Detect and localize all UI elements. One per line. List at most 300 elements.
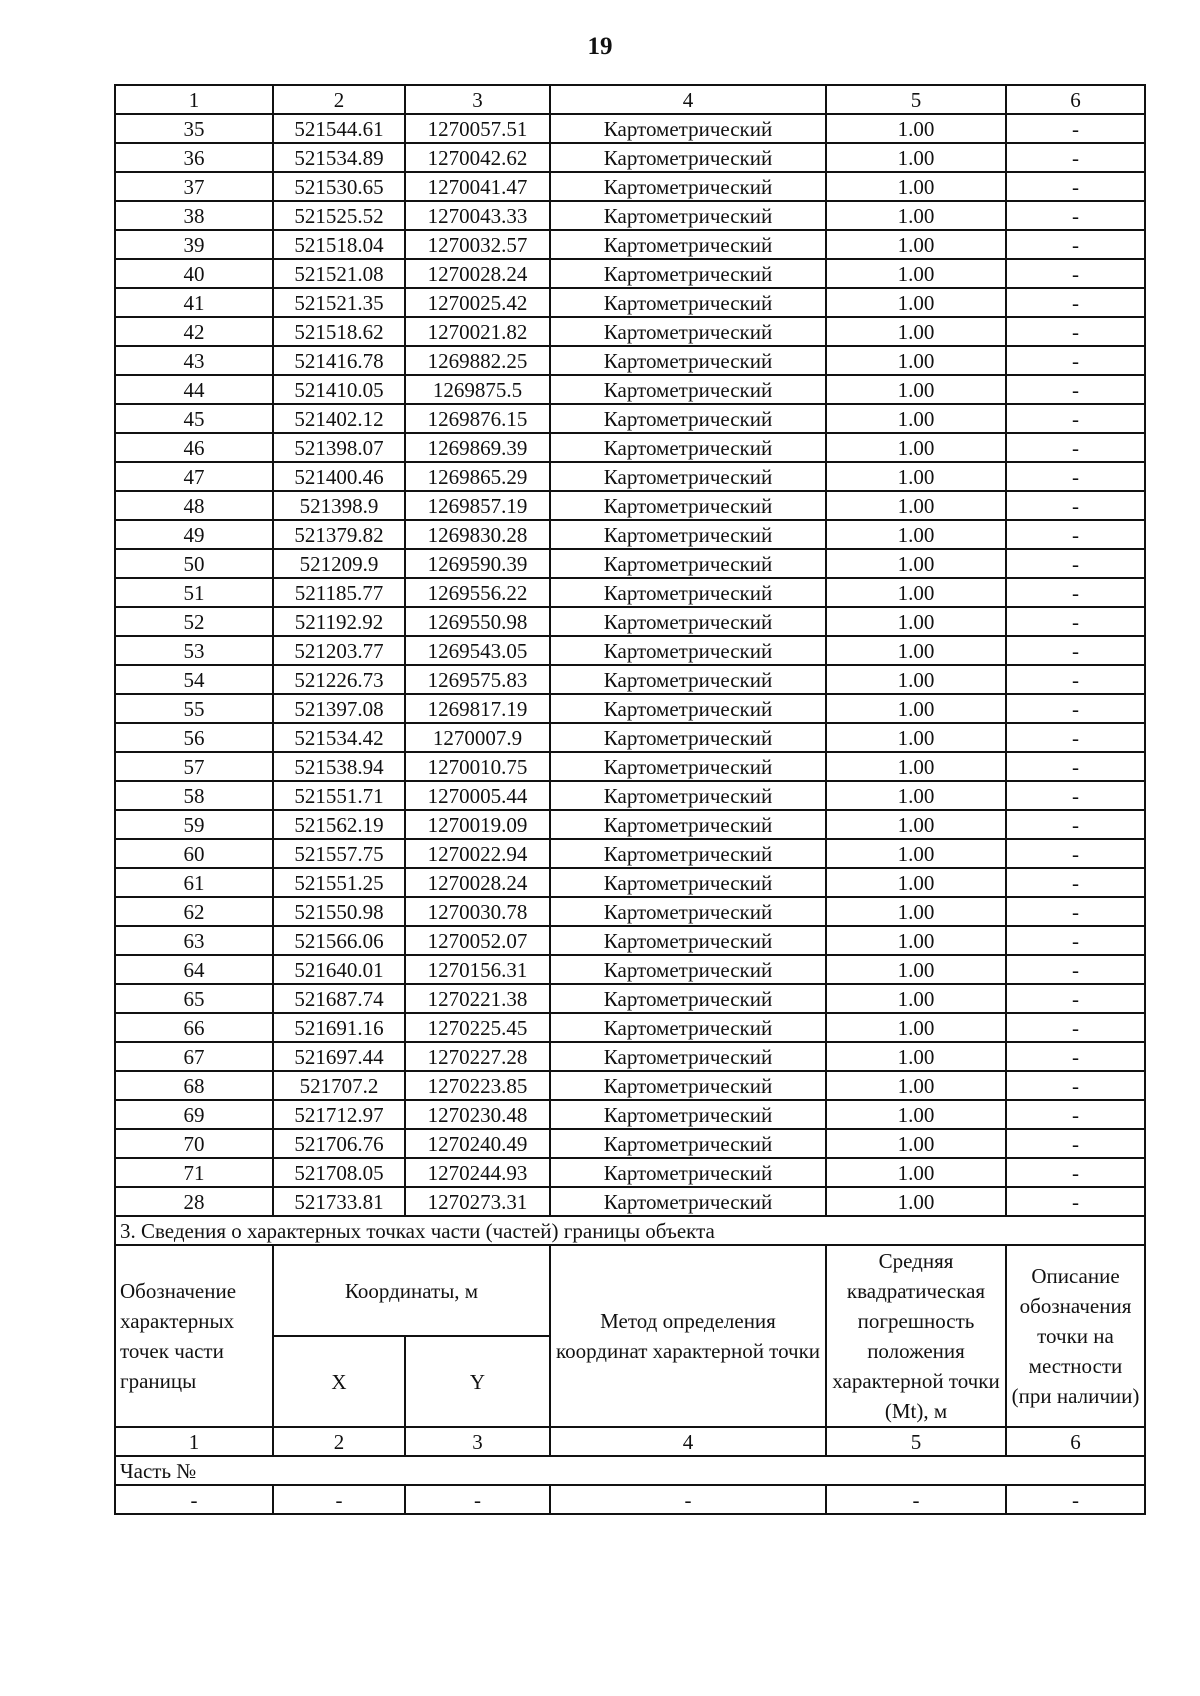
table-row bbox=[115, 1158, 1145, 1187]
description-cell: - bbox=[1006, 665, 1145, 694]
error-cell: 1.00 bbox=[826, 810, 1006, 839]
method-cell: Картометрический bbox=[550, 607, 826, 636]
point-number-cell: 37 bbox=[115, 172, 273, 201]
description-cell: - bbox=[1006, 810, 1145, 839]
error-cell: 1.00 bbox=[826, 1071, 1006, 1100]
error-cell: 1.00 bbox=[826, 172, 1006, 201]
table-row bbox=[115, 723, 1145, 752]
point-number-cell: 60 bbox=[115, 839, 273, 868]
table-row bbox=[115, 288, 1145, 317]
coordinates-header: Координаты, м bbox=[273, 1245, 550, 1336]
section-3-header-row bbox=[115, 1245, 1145, 1336]
y-coordinate-cell: 1269575.83 bbox=[405, 665, 550, 694]
x-coordinate-cell: 521562.19 bbox=[273, 810, 405, 839]
table-row bbox=[115, 462, 1145, 491]
col-number: 2 bbox=[273, 1427, 405, 1456]
x-coordinate-cell: 521410.05 bbox=[273, 375, 405, 404]
description-cell: - bbox=[1006, 607, 1145, 636]
col-number: 4 bbox=[550, 1427, 826, 1456]
method-cell: Картометрический bbox=[550, 1013, 826, 1042]
description-cell: - bbox=[1006, 172, 1145, 201]
table-row bbox=[115, 201, 1145, 230]
point-number-cell: 36 bbox=[115, 143, 273, 172]
error-cell: 1.00 bbox=[826, 462, 1006, 491]
description-cell: - bbox=[1006, 317, 1145, 346]
error-cell: 1.00 bbox=[826, 839, 1006, 868]
empty-cell: - bbox=[115, 1485, 273, 1514]
error-cell: 1.00 bbox=[826, 1013, 1006, 1042]
y-coordinate-cell: 1269865.29 bbox=[405, 462, 550, 491]
description-cell: - bbox=[1006, 375, 1145, 404]
description-cell: - bbox=[1006, 752, 1145, 781]
error-cell: 1.00 bbox=[826, 288, 1006, 317]
x-coordinate-cell: 521226.73 bbox=[273, 665, 405, 694]
description-cell: - bbox=[1006, 288, 1145, 317]
table-row bbox=[115, 1071, 1145, 1100]
error-cell: 1.00 bbox=[826, 897, 1006, 926]
x-coordinate-cell: 521534.89 bbox=[273, 143, 405, 172]
x-coordinate-cell: 521518.04 bbox=[273, 230, 405, 259]
method-cell: Картометрический bbox=[550, 114, 826, 143]
error-cell: 1.00 bbox=[826, 665, 1006, 694]
table-row bbox=[115, 897, 1145, 926]
point-number-cell: 71 bbox=[115, 1158, 273, 1187]
point-number-cell: 57 bbox=[115, 752, 273, 781]
x-coordinate-cell: 521416.78 bbox=[273, 346, 405, 375]
description-cell: - bbox=[1006, 259, 1145, 288]
empty-cell: - bbox=[405, 1485, 550, 1514]
empty-cell: - bbox=[1006, 1485, 1145, 1514]
y-coordinate-cell: 1270156.31 bbox=[405, 955, 550, 984]
description-cell: - bbox=[1006, 230, 1145, 259]
point-number-cell: 63 bbox=[115, 926, 273, 955]
point-number-cell: 61 bbox=[115, 868, 273, 897]
method-cell: Картометрический bbox=[550, 810, 826, 839]
error-cell: 1.00 bbox=[826, 230, 1006, 259]
description-cell: - bbox=[1006, 491, 1145, 520]
col-number: 1 bbox=[115, 85, 273, 114]
y-coordinate-cell: 1270021.82 bbox=[405, 317, 550, 346]
x-coordinate-cell: 521398.9 bbox=[273, 491, 405, 520]
y-coordinate-cell: 1269590.39 bbox=[405, 549, 550, 578]
description-cell: - bbox=[1006, 1042, 1145, 1071]
x-coordinate-cell: 521707.2 bbox=[273, 1071, 405, 1100]
error-cell: 1.00 bbox=[826, 578, 1006, 607]
point-number-cell: 59 bbox=[115, 810, 273, 839]
point-number-cell: 40 bbox=[115, 259, 273, 288]
x-coordinate-cell: 521379.82 bbox=[273, 520, 405, 549]
y-coordinate-cell: 1270223.85 bbox=[405, 1071, 550, 1100]
point-number-cell: 49 bbox=[115, 520, 273, 549]
col-number: 1 bbox=[115, 1427, 273, 1456]
part-label: Часть № bbox=[115, 1456, 1145, 1485]
x-coordinate-cell: 521551.25 bbox=[273, 868, 405, 897]
col-number: 2 bbox=[273, 85, 405, 114]
method-cell: Картометрический bbox=[550, 1158, 826, 1187]
description-cell: - bbox=[1006, 984, 1145, 1013]
part-label-row bbox=[115, 1456, 1145, 1485]
method-cell: Картометрический bbox=[550, 1042, 826, 1071]
error-cell: 1.00 bbox=[826, 201, 1006, 230]
table-row bbox=[115, 810, 1145, 839]
method-cell: Картометрический bbox=[550, 404, 826, 433]
col-number: 5 bbox=[826, 1427, 1006, 1456]
table-row bbox=[115, 1042, 1145, 1071]
method-cell: Картометрический bbox=[550, 1100, 826, 1129]
x-coordinate-cell: 521557.75 bbox=[273, 839, 405, 868]
y-coordinate-cell: 1270057.51 bbox=[405, 114, 550, 143]
col-number: 3 bbox=[405, 1427, 550, 1456]
y-coordinate-cell: 1270042.62 bbox=[405, 143, 550, 172]
description-cell: - bbox=[1006, 897, 1145, 926]
designation-line: границы bbox=[120, 1369, 197, 1393]
error-cell: 1.00 bbox=[826, 143, 1006, 172]
x-coordinate-cell: 521521.35 bbox=[273, 288, 405, 317]
x-coordinate-cell: 521402.12 bbox=[273, 404, 405, 433]
error-cell: 1.00 bbox=[826, 781, 1006, 810]
description-cell: - bbox=[1006, 926, 1145, 955]
method-cell: Картометрический bbox=[550, 955, 826, 984]
method-cell: Картометрический bbox=[550, 1071, 826, 1100]
method-cell: Картометрический bbox=[550, 143, 826, 172]
method-cell: Картометрический bbox=[550, 520, 826, 549]
table-row bbox=[115, 259, 1145, 288]
section-3-column-number-row bbox=[115, 1427, 1145, 1456]
table-row bbox=[115, 375, 1145, 404]
section-3-title-row bbox=[115, 1216, 1145, 1245]
y-coordinate-cell: 1270022.94 bbox=[405, 839, 550, 868]
table-row bbox=[115, 346, 1145, 375]
point-number-cell: 55 bbox=[115, 694, 273, 723]
description-cell: - bbox=[1006, 1013, 1145, 1042]
point-number-cell: 41 bbox=[115, 288, 273, 317]
point-number-cell: 43 bbox=[115, 346, 273, 375]
x-coordinate-cell: 521697.44 bbox=[273, 1042, 405, 1071]
error-cell: 1.00 bbox=[826, 984, 1006, 1013]
error-cell: 1.00 bbox=[826, 259, 1006, 288]
description-header: Описание обозначения точки на местности (при наличии) bbox=[1006, 1245, 1145, 1427]
y-coordinate-cell: 1270230.48 bbox=[405, 1100, 550, 1129]
x-coordinate-cell: 521544.61 bbox=[273, 114, 405, 143]
y-coordinate-cell: 1269882.25 bbox=[405, 346, 550, 375]
y-coordinate-cell: 1270221.38 bbox=[405, 984, 550, 1013]
y-coordinate-cell: 1270030.78 bbox=[405, 897, 550, 926]
x-coordinate-cell: 521691.16 bbox=[273, 1013, 405, 1042]
method-cell: Картометрический bbox=[550, 288, 826, 317]
table-row bbox=[115, 752, 1145, 781]
table-row bbox=[115, 491, 1145, 520]
description-cell: - bbox=[1006, 636, 1145, 665]
point-number-cell: 48 bbox=[115, 491, 273, 520]
point-number-cell: 45 bbox=[115, 404, 273, 433]
description-cell: - bbox=[1006, 955, 1145, 984]
table-row bbox=[115, 172, 1145, 201]
y-coordinate-cell: 1269869.39 bbox=[405, 433, 550, 462]
method-cell: Картометрический bbox=[550, 491, 826, 520]
description-cell: - bbox=[1006, 1100, 1145, 1129]
method-cell: Картометрический bbox=[550, 665, 826, 694]
x-coordinate-cell: 521712.97 bbox=[273, 1100, 405, 1129]
y-coordinate-cell: 1270025.42 bbox=[405, 288, 550, 317]
y-coordinate-cell: 1270240.49 bbox=[405, 1129, 550, 1158]
y-coordinate-cell: 1269550.98 bbox=[405, 607, 550, 636]
y-coordinate-cell: 1270043.33 bbox=[405, 201, 550, 230]
description-cell: - bbox=[1006, 346, 1145, 375]
point-number-cell: 62 bbox=[115, 897, 273, 926]
y-coordinate-cell: 1269857.19 bbox=[405, 491, 550, 520]
description-cell: - bbox=[1006, 839, 1145, 868]
x-coordinate-cell: 521521.08 bbox=[273, 259, 405, 288]
method-cell: Картометрический bbox=[550, 201, 826, 230]
empty-part-row bbox=[115, 1485, 1145, 1514]
method-cell: Картометрический bbox=[550, 578, 826, 607]
table-row bbox=[115, 607, 1145, 636]
description-cell: - bbox=[1006, 433, 1145, 462]
designation-line: точек части bbox=[120, 1339, 224, 1363]
error-cell: 1.00 bbox=[826, 694, 1006, 723]
description-cell: - bbox=[1006, 578, 1145, 607]
method-cell: Картометрический bbox=[550, 462, 826, 491]
error-cell: 1.00 bbox=[826, 752, 1006, 781]
table-row bbox=[115, 868, 1145, 897]
description-cell: - bbox=[1006, 520, 1145, 549]
y-coordinate-cell: 1270225.45 bbox=[405, 1013, 550, 1042]
designation-line: характерных bbox=[120, 1309, 235, 1333]
method-cell: Картометрический bbox=[550, 549, 826, 578]
point-number-cell: 67 bbox=[115, 1042, 273, 1071]
point-number-cell: 65 bbox=[115, 984, 273, 1013]
point-number-cell: 68 bbox=[115, 1071, 273, 1100]
x-coordinate-cell: 521706.76 bbox=[273, 1129, 405, 1158]
column-number-row bbox=[115, 85, 1145, 114]
error-cell: 1.00 bbox=[826, 1187, 1006, 1216]
x-coordinate-cell: 521203.77 bbox=[273, 636, 405, 665]
x-coordinate-cell: 521530.65 bbox=[273, 172, 405, 201]
error-cell: 1.00 bbox=[826, 955, 1006, 984]
col-number: 6 bbox=[1006, 85, 1145, 114]
empty-cell: - bbox=[550, 1485, 826, 1514]
point-number-cell: 69 bbox=[115, 1100, 273, 1129]
table-row bbox=[115, 1013, 1145, 1042]
x-coordinate-cell: 521687.74 bbox=[273, 984, 405, 1013]
table-row bbox=[115, 636, 1145, 665]
description-cell: - bbox=[1006, 723, 1145, 752]
col-number: 5 bbox=[826, 85, 1006, 114]
y-coordinate-cell: 1269830.28 bbox=[405, 520, 550, 549]
error-cell: 1.00 bbox=[826, 868, 1006, 897]
point-number-cell: 56 bbox=[115, 723, 273, 752]
y-coordinate-cell: 1270052.07 bbox=[405, 926, 550, 955]
point-number-cell: 52 bbox=[115, 607, 273, 636]
error-cell: 1.00 bbox=[826, 491, 1006, 520]
y-header: Y bbox=[405, 1336, 550, 1427]
method-cell: Картометрический bbox=[550, 694, 826, 723]
error-cell: 1.00 bbox=[826, 520, 1006, 549]
point-number-cell: 54 bbox=[115, 665, 273, 694]
table-row bbox=[115, 230, 1145, 259]
description-cell: - bbox=[1006, 694, 1145, 723]
boundary-points-table bbox=[114, 84, 1146, 1515]
x-coordinate-cell: 521400.46 bbox=[273, 462, 405, 491]
y-coordinate-cell: 1270041.47 bbox=[405, 172, 550, 201]
error-cell: 1.00 bbox=[826, 317, 1006, 346]
x-coordinate-cell: 521551.71 bbox=[273, 781, 405, 810]
error-cell: 1.00 bbox=[826, 607, 1006, 636]
y-coordinate-cell: 1269876.15 bbox=[405, 404, 550, 433]
table-row bbox=[115, 404, 1145, 433]
error-header: Средняя квадратическая погрешность положения характерной точки (Mt), м bbox=[826, 1245, 1006, 1427]
method-cell: Картометрический bbox=[550, 172, 826, 201]
method-cell: Картометрический bbox=[550, 259, 826, 288]
error-cell: 1.00 bbox=[826, 114, 1006, 143]
x-coordinate-cell: 521185.77 bbox=[273, 578, 405, 607]
x-coordinate-cell: 521550.98 bbox=[273, 897, 405, 926]
section-3-title: 3. Сведения о характерных точках части (частей) границы объекта bbox=[115, 1216, 1145, 1245]
table-row bbox=[115, 1100, 1145, 1129]
x-header: X bbox=[273, 1336, 405, 1427]
y-coordinate-cell: 1270028.24 bbox=[405, 868, 550, 897]
y-coordinate-cell: 1269543.05 bbox=[405, 636, 550, 665]
point-number-cell: 50 bbox=[115, 549, 273, 578]
method-cell: Картометрический bbox=[550, 317, 826, 346]
error-cell: 1.00 bbox=[826, 549, 1006, 578]
x-coordinate-cell: 521209.9 bbox=[273, 549, 405, 578]
description-cell: - bbox=[1006, 1187, 1145, 1216]
x-coordinate-cell: 521708.05 bbox=[273, 1158, 405, 1187]
y-coordinate-cell: 1270227.28 bbox=[405, 1042, 550, 1071]
error-cell: 1.00 bbox=[826, 375, 1006, 404]
description-cell: - bbox=[1006, 404, 1145, 433]
table-row bbox=[115, 984, 1145, 1013]
error-cell: 1.00 bbox=[826, 404, 1006, 433]
method-cell: Картометрический bbox=[550, 346, 826, 375]
y-coordinate-cell: 1269875.5 bbox=[405, 375, 550, 404]
y-coordinate-cell: 1270007.9 bbox=[405, 723, 550, 752]
error-cell: 1.00 bbox=[826, 926, 1006, 955]
method-cell: Картометрический bbox=[550, 230, 826, 259]
description-cell: - bbox=[1006, 1158, 1145, 1187]
x-coordinate-cell: 521534.42 bbox=[273, 723, 405, 752]
table-row bbox=[115, 839, 1145, 868]
method-cell: Картометрический bbox=[550, 984, 826, 1013]
point-number-cell: 28 bbox=[115, 1187, 273, 1216]
error-cell: 1.00 bbox=[826, 1158, 1006, 1187]
designation-line: Обозначение bbox=[120, 1279, 237, 1303]
point-number-cell: 35 bbox=[115, 114, 273, 143]
y-coordinate-cell: 1269817.19 bbox=[405, 694, 550, 723]
table-row bbox=[115, 955, 1145, 984]
method-cell: Картометрический bbox=[550, 636, 826, 665]
y-coordinate-cell: 1270019.09 bbox=[405, 810, 550, 839]
point-number-cell: 64 bbox=[115, 955, 273, 984]
x-coordinate-cell: 521538.94 bbox=[273, 752, 405, 781]
method-cell: Картометрический bbox=[550, 868, 826, 897]
point-number-cell: 44 bbox=[115, 375, 273, 404]
x-coordinate-cell: 521640.01 bbox=[273, 955, 405, 984]
empty-cell: - bbox=[273, 1485, 405, 1514]
designation-header bbox=[115, 1245, 273, 1427]
x-coordinate-cell: 521566.06 bbox=[273, 926, 405, 955]
x-coordinate-cell: 521398.07 bbox=[273, 433, 405, 462]
y-coordinate-cell: 1270244.93 bbox=[405, 1158, 550, 1187]
description-cell: - bbox=[1006, 868, 1145, 897]
y-coordinate-cell: 1270273.31 bbox=[405, 1187, 550, 1216]
method-header: Метод определения координат характерной точки bbox=[550, 1245, 826, 1427]
point-number-cell: 51 bbox=[115, 578, 273, 607]
point-number-cell: 66 bbox=[115, 1013, 273, 1042]
error-cell: 1.00 bbox=[826, 1100, 1006, 1129]
point-number-cell: 38 bbox=[115, 201, 273, 230]
error-cell: 1.00 bbox=[826, 723, 1006, 752]
description-cell: - bbox=[1006, 781, 1145, 810]
method-cell: Картометрический bbox=[550, 723, 826, 752]
y-coordinate-cell: 1270032.57 bbox=[405, 230, 550, 259]
page-number: 19 bbox=[587, 33, 613, 60]
table-row bbox=[115, 578, 1145, 607]
table-row bbox=[115, 520, 1145, 549]
point-number-cell: 42 bbox=[115, 317, 273, 346]
table-row bbox=[115, 1129, 1145, 1158]
method-cell: Картометрический bbox=[550, 1129, 826, 1158]
point-number-cell: 53 bbox=[115, 636, 273, 665]
point-number-cell: 47 bbox=[115, 462, 273, 491]
point-number-cell: 58 bbox=[115, 781, 273, 810]
method-cell: Картометрический bbox=[550, 1187, 826, 1216]
table-row bbox=[115, 694, 1145, 723]
description-cell: - bbox=[1006, 549, 1145, 578]
empty-cell: - bbox=[826, 1485, 1006, 1514]
table-row bbox=[115, 317, 1145, 346]
col-number: 4 bbox=[550, 85, 826, 114]
method-cell: Картометрический bbox=[550, 375, 826, 404]
y-coordinate-cell: 1269556.22 bbox=[405, 578, 550, 607]
table-row bbox=[115, 143, 1145, 172]
table-row bbox=[115, 549, 1145, 578]
table-row bbox=[115, 926, 1145, 955]
method-cell: Картометрический bbox=[550, 839, 826, 868]
description-cell: - bbox=[1006, 114, 1145, 143]
x-coordinate-cell: 521733.81 bbox=[273, 1187, 405, 1216]
method-cell: Картометрический bbox=[550, 433, 826, 462]
method-cell: Картометрический bbox=[550, 926, 826, 955]
description-cell: - bbox=[1006, 143, 1145, 172]
table-row bbox=[115, 114, 1145, 143]
col-number: 3 bbox=[405, 85, 550, 114]
x-coordinate-cell: 521525.52 bbox=[273, 201, 405, 230]
table-row bbox=[115, 781, 1145, 810]
table-row bbox=[115, 433, 1145, 462]
x-coordinate-cell: 521397.08 bbox=[273, 694, 405, 723]
col-number: 6 bbox=[1006, 1427, 1145, 1456]
method-cell: Картометрический bbox=[550, 781, 826, 810]
y-coordinate-cell: 1270005.44 bbox=[405, 781, 550, 810]
table-row bbox=[115, 1187, 1145, 1216]
description-cell: - bbox=[1006, 1129, 1145, 1158]
method-cell: Картометрический bbox=[550, 897, 826, 926]
point-number-cell: 46 bbox=[115, 433, 273, 462]
y-coordinate-cell: 1270028.24 bbox=[405, 259, 550, 288]
y-coordinate-cell: 1270010.75 bbox=[405, 752, 550, 781]
error-cell: 1.00 bbox=[826, 636, 1006, 665]
table-row bbox=[115, 665, 1145, 694]
point-number-cell: 70 bbox=[115, 1129, 273, 1158]
x-coordinate-cell: 521192.92 bbox=[273, 607, 405, 636]
error-cell: 1.00 bbox=[826, 1129, 1006, 1158]
point-number-cell: 39 bbox=[115, 230, 273, 259]
error-cell: 1.00 bbox=[826, 433, 1006, 462]
method-cell: Картометрический bbox=[550, 752, 826, 781]
x-coordinate-cell: 521518.62 bbox=[273, 317, 405, 346]
